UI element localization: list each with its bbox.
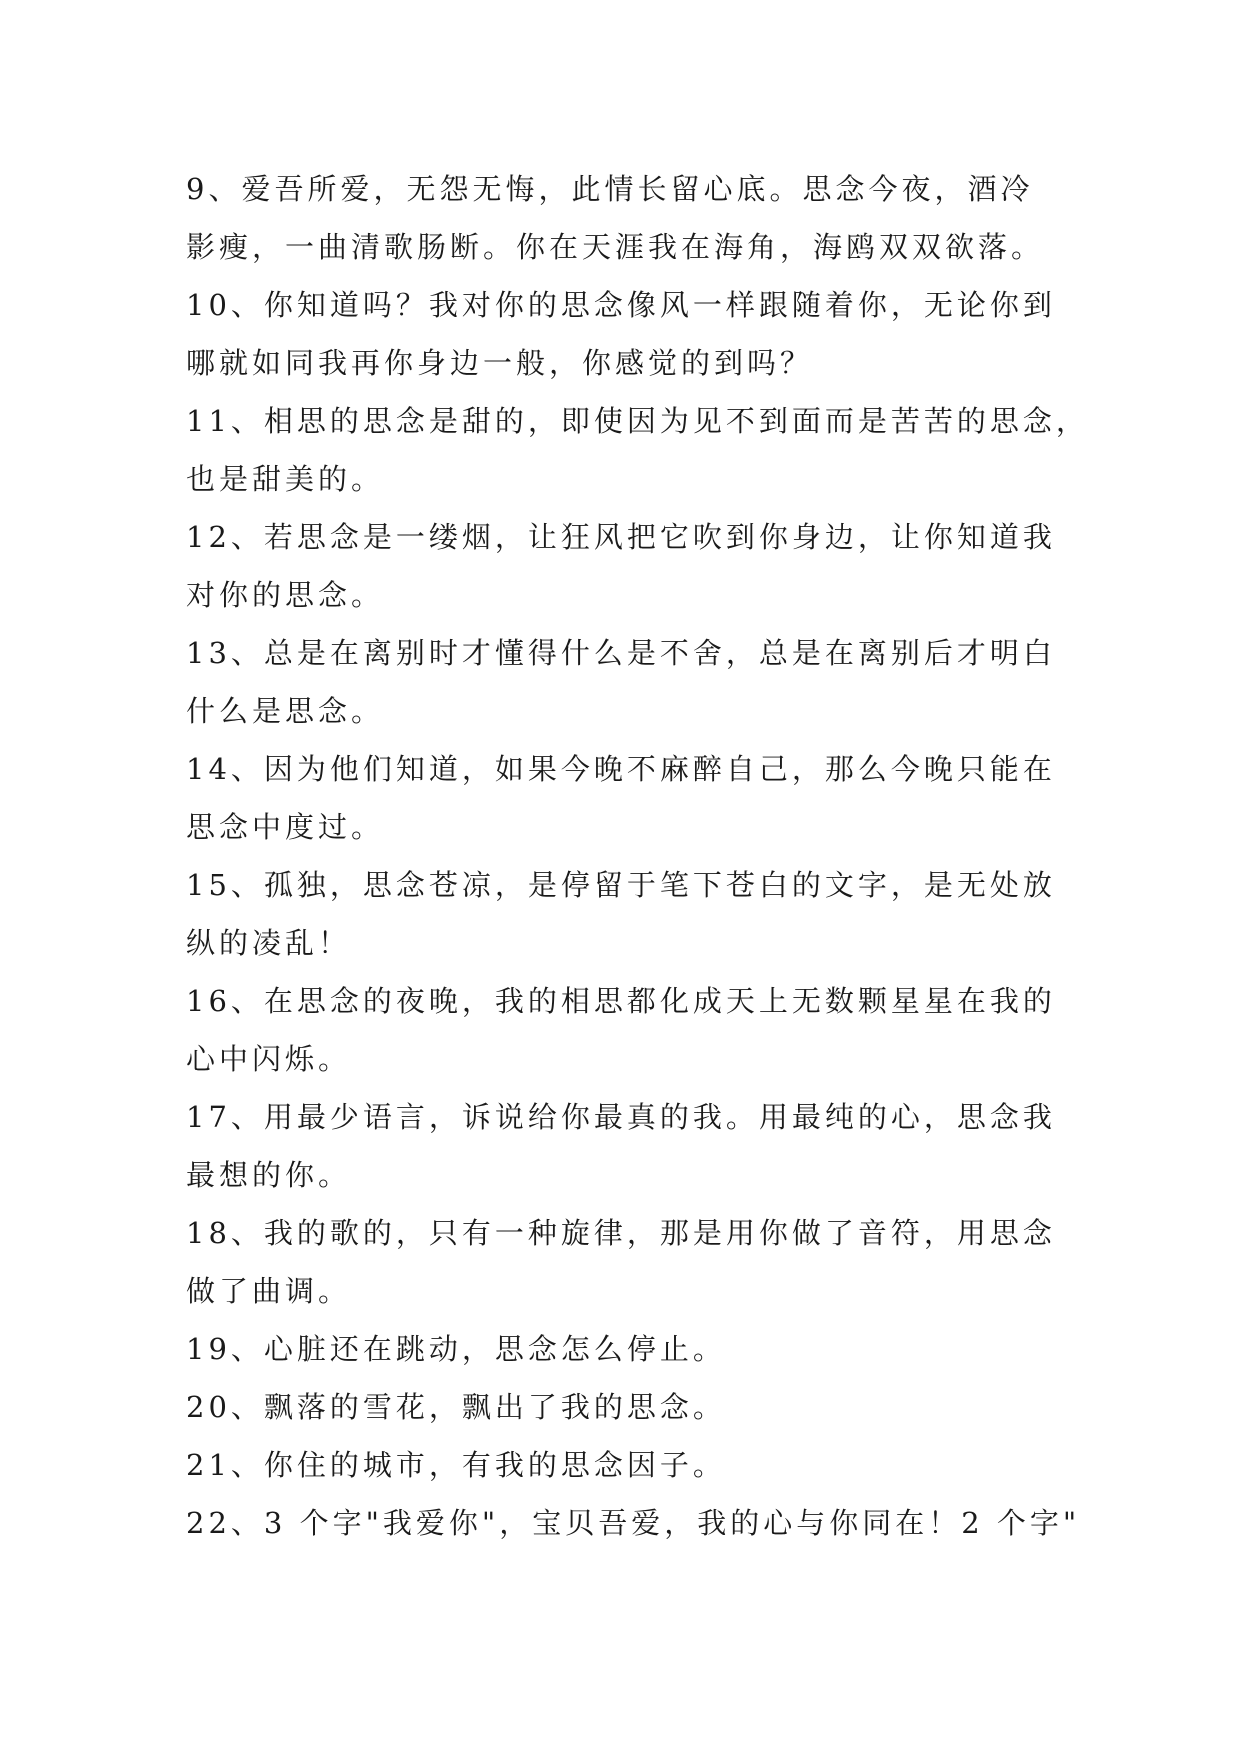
text-line: 影瘦，一曲清歌肠断。你在天涯我在海角，海鸥双双欲落。 (186, 230, 1045, 264)
text-line: 纵的凌乱！ (186, 926, 352, 960)
text-line: 19、心脏还在跳动，思念怎么停止。 (186, 1332, 726, 1366)
text-line: 14、因为他们知道，如果今晚不麻醉自己，那么今晚只能在 (186, 752, 1056, 786)
text-line: 21、你住的城市，有我的思念因子。 (186, 1448, 726, 1482)
text-line: 也是甜美的。 (186, 462, 385, 496)
text-line: 最想的你。 (186, 1158, 352, 1192)
text-line: 17、用最少语言，诉说给你最真的我。用最纯的心，思念我 (186, 1100, 1056, 1134)
text-line: 10、你知道吗？我对你的思念像风一样跟随着你，无论你到 (186, 288, 1056, 322)
text-line: 20、飘落的雪花，飘出了我的思念。 (186, 1390, 726, 1424)
text-line: 12、若思念是一缕烟，让狂风把它吹到你身边，让你知道我 (186, 520, 1056, 554)
text-line: 什么是思念。 (186, 694, 385, 728)
text-line: 9、爱吾所爱，无怨无悔，此情长留心底。思念今夜，酒冷 (186, 172, 1034, 206)
text-line: 16、在思念的夜晚，我的相思都化成天上无数颗星星在我的 (186, 984, 1056, 1018)
text-line: 15、孤独，思念苍凉，是停留于笔下苍白的文字，是无处放 (186, 868, 1056, 902)
text-line: 11、相思的思念是甜的，即使因为见不到面而是苦苦的思念， (186, 404, 1089, 438)
text-line: 做了曲调。 (186, 1274, 352, 1308)
text-line: 22、3 个字"我爱你"，宝贝吾爱，我的心与你同在！2 个字" (186, 1506, 1081, 1540)
text-line: 哪就如同我再你身边一般，你感觉的到吗？ (186, 346, 814, 380)
text-line: 18、我的歌的，只有一种旋律，那是用你做了音符，用思念 (186, 1216, 1056, 1250)
document-body (186, 160, 1089, 1552)
text-line: 13、总是在离别时才懂得什么是不舍，总是在离别后才明白 (186, 636, 1056, 670)
text-line: 对你的思念。 (186, 578, 385, 612)
text-line: 心中闪烁。 (186, 1042, 352, 1076)
text-line: 思念中度过。 (186, 810, 385, 844)
